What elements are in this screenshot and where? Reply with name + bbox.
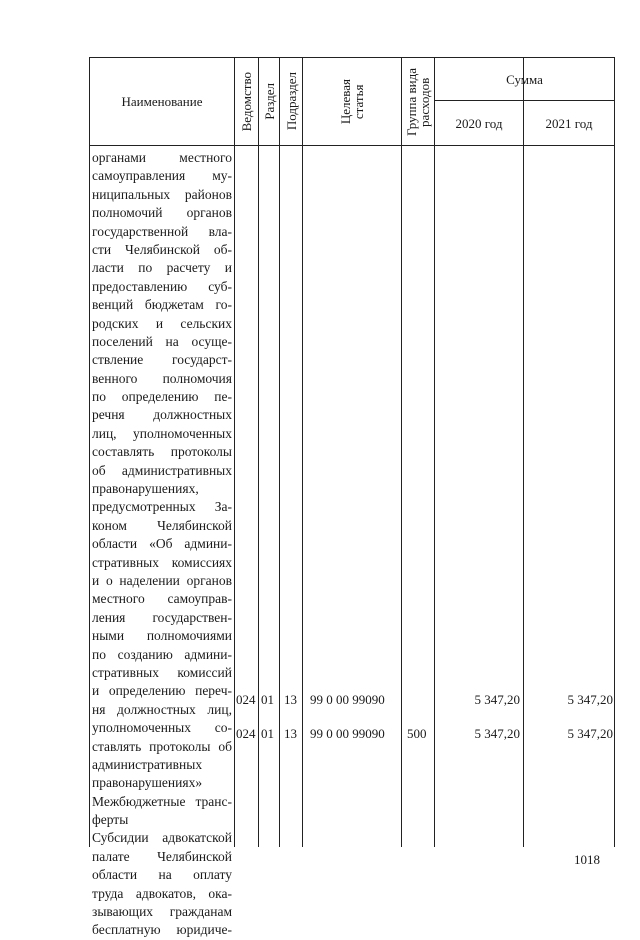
col-border (234, 57, 235, 847)
name-line: лиц, уполномоченных (92, 425, 232, 441)
row1-sum-2020: 5 347,20 (474, 692, 520, 707)
name-line: государственной вла- (92, 223, 232, 239)
name-line: правонарушениях» (92, 775, 203, 791)
header-gruppa-line: расходов (417, 76, 432, 127)
name-line: труда адвокатов, ока- (92, 885, 232, 901)
name-line: сти Челябинской об- (92, 241, 232, 257)
name-line: местного самоуправ- (92, 591, 232, 607)
header-celevaya-line: статья (351, 84, 366, 119)
page-number: 1018 (574, 852, 600, 867)
name-line: составлять протоколы (92, 444, 232, 460)
name-line: по определению пе- (92, 389, 232, 405)
name-line: и определению переч- (92, 683, 232, 699)
name-line: ными полномочиями (92, 628, 232, 644)
row2-podrazdel: 13 (284, 726, 297, 741)
name-line: ниципальных районов (92, 186, 232, 202)
name-line: ферты (92, 812, 129, 828)
header-gruppa-line: Группа вида (404, 67, 419, 136)
header-gruppa (402, 58, 434, 145)
header-name-label: Наименование (121, 94, 203, 109)
col-border (434, 57, 435, 847)
header-celevaya-line: Целевая (338, 78, 353, 125)
name-line: венций бюджетам го- (92, 297, 232, 313)
name-line: Субсидии адвокатской (92, 830, 232, 846)
name-line: палате Челябинской (92, 848, 232, 864)
name-line: родских и сельских (92, 315, 232, 331)
name-line: зывающих гражданам (92, 904, 232, 920)
name-line: ня должностных лиц, (92, 701, 232, 717)
header-vedomstvo-label: Ведомство (239, 71, 254, 132)
row2-sum-2020: 5 347,20 (474, 726, 520, 741)
header-gruppa-label (405, 68, 431, 136)
header-razdel (259, 58, 279, 145)
name-line: полномочий органов (92, 205, 232, 221)
col-border (401, 57, 402, 847)
name-line: коном Челябинской (92, 517, 232, 533)
row1-celevaya: 99 0 00 99090 (310, 692, 385, 707)
name-line: Межбюджетные транс- (92, 793, 232, 809)
name-line: стративных комиссий (92, 664, 232, 680)
name-line: области «Об админи- (92, 536, 232, 552)
row1-razdel: 01 (261, 692, 274, 707)
header-podrazdel (280, 58, 302, 145)
col-border (302, 57, 303, 847)
row2-razdel: 01 (261, 726, 274, 741)
name-line: об административных (92, 462, 232, 478)
row2-gruppa: 500 (407, 726, 427, 741)
name-line: речня должностных (92, 407, 232, 423)
header-celevaya (303, 58, 401, 145)
row2-sum-2021: 5 347,20 (567, 726, 613, 741)
name-line: венного полномочия (92, 370, 232, 386)
header-name (90, 58, 234, 145)
name-line: предусмотренных За- (92, 499, 232, 515)
header-year-2020 (435, 101, 523, 145)
row1-vedomstvo: 024 (236, 692, 256, 707)
header-summa (435, 58, 614, 100)
row2-vedomstvo: 024 (236, 726, 256, 741)
name-column (92, 149, 232, 940)
col-border (614, 57, 615, 847)
row1-podrazdel: 13 (284, 692, 297, 707)
col-border (279, 57, 280, 847)
header-year-2021 (524, 101, 614, 145)
name-line: ления государствен- (92, 609, 232, 625)
header-vedomstvo (235, 58, 258, 145)
col-border (258, 57, 259, 847)
name-line: правонарушениях, (92, 481, 199, 497)
row1-sum-2021: 5 347,20 (567, 692, 613, 707)
name-line: самоуправления му- (92, 168, 232, 184)
name-line: ласти по расчету и (92, 260, 232, 276)
header-bottom-border (89, 145, 615, 146)
name-line: уполномоченных со- (92, 720, 232, 736)
header-year-2020-label: 2020 год (455, 115, 503, 131)
header-year-2021-label: 2021 год (545, 115, 593, 131)
name-line: бесплатную юридиче- (92, 922, 232, 938)
header-summa-label: Сумма (506, 71, 543, 87)
name-line: области на оплату (92, 867, 232, 883)
name-line: по созданию админи- (92, 646, 232, 662)
name-line: ставлять протоколы об (92, 738, 232, 754)
col-border (523, 57, 524, 847)
header-razdel-label: Раздел (261, 83, 277, 120)
name-line: предоставлению суб- (92, 278, 232, 294)
name-line: и о наделении органов (92, 572, 232, 588)
name-line: административных (92, 756, 203, 772)
row2-celevaya: 99 0 00 99090 (310, 726, 385, 741)
col-border (89, 57, 90, 847)
name-line: стративных комиссиях (92, 554, 232, 570)
header-celevaya-label (339, 79, 365, 124)
name-line: органами местного (92, 150, 232, 165)
name-line: поселений на осуще- (92, 333, 232, 349)
name-line: ствление государст- (92, 352, 232, 368)
header-podrazdel-label: Подраздел (283, 72, 299, 131)
